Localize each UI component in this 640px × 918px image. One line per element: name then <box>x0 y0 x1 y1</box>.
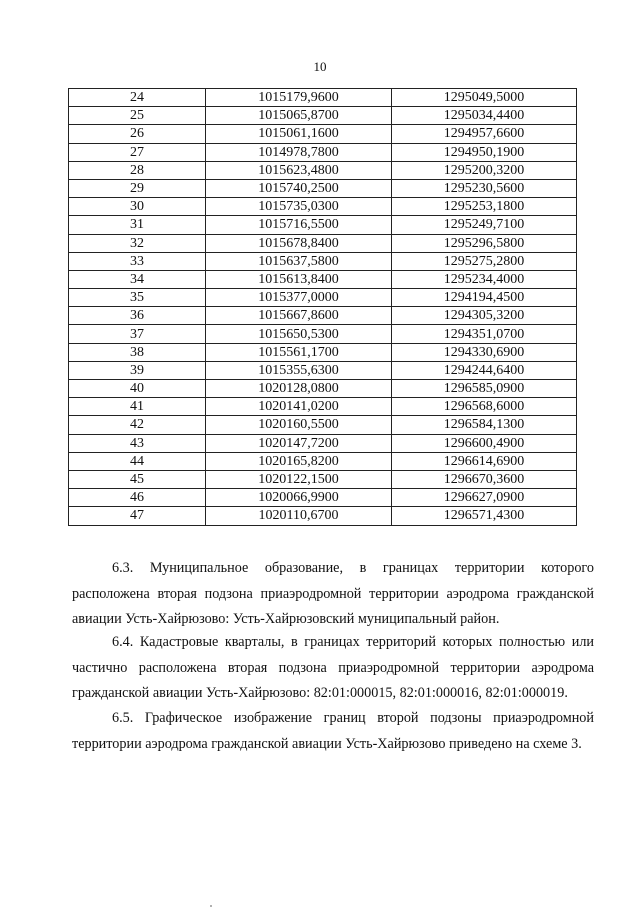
x-coordinate-cell: 1015740,2500 <box>206 179 392 197</box>
table-row <box>69 161 577 179</box>
paragraph-6-5: 6.5. Графическое изображение границ второй подзоны приаэродромной территории аэродрома гражданской авиации Усть-Хайрюзово приведено на схеме 3. <box>72 710 594 752</box>
table-row <box>69 198 577 216</box>
table-row <box>69 380 577 398</box>
table-row <box>69 361 577 379</box>
point-number-cell: 45 <box>69 470 206 488</box>
point-number-cell: 35 <box>69 289 206 307</box>
y-coordinate-cell: 1295049,5000 <box>392 89 577 107</box>
x-coordinate-cell: 1020110,6700 <box>206 507 392 525</box>
table-row <box>69 234 577 252</box>
point-number-cell: 47 <box>69 507 206 525</box>
point-number-cell: 36 <box>69 307 206 325</box>
x-coordinate-cell: 1015561,1700 <box>206 343 392 361</box>
point-number-cell: 28 <box>69 161 206 179</box>
point-number-cell: 43 <box>69 434 206 452</box>
table-row <box>69 107 577 125</box>
x-coordinate-cell: 1015613,8400 <box>206 270 392 288</box>
table-row <box>69 307 577 325</box>
x-coordinate-cell: 1015623,4800 <box>206 161 392 179</box>
point-number-cell: 34 <box>69 270 206 288</box>
y-coordinate-cell: 1295253,1800 <box>392 198 577 216</box>
table-row <box>69 270 577 288</box>
x-coordinate-cell: 1015735,0300 <box>206 198 392 216</box>
y-coordinate-cell: 1296571,4300 <box>392 507 577 525</box>
x-coordinate-cell: 1020147,7200 <box>206 434 392 452</box>
y-coordinate-cell: 1296670,3600 <box>392 470 577 488</box>
point-number-cell: 44 <box>69 452 206 470</box>
y-coordinate-cell: 1294330,6900 <box>392 343 577 361</box>
page-number: 10 <box>313 59 327 74</box>
point-number-cell: 25 <box>69 107 206 125</box>
y-coordinate-cell: 1295234,4000 <box>392 270 577 288</box>
table-row <box>69 470 577 488</box>
y-coordinate-cell: 1295034,4400 <box>392 107 577 125</box>
y-coordinate-cell: 1295230,5600 <box>392 179 577 197</box>
x-coordinate-cell: 1015065,8700 <box>206 107 392 125</box>
table-row <box>69 452 577 470</box>
table-row <box>69 325 577 343</box>
x-coordinate-cell: 1015061,1600 <box>206 125 392 143</box>
point-number-cell: 41 <box>69 398 206 416</box>
x-coordinate-cell: 1020165,8200 <box>206 452 392 470</box>
point-number-cell: 40 <box>69 380 206 398</box>
table-row <box>69 434 577 452</box>
y-coordinate-cell: 1295275,2800 <box>392 252 577 270</box>
x-coordinate-cell: 1020122,1500 <box>206 470 392 488</box>
x-coordinate-cell: 1015377,0000 <box>206 289 392 307</box>
point-number-cell: 37 <box>69 325 206 343</box>
point-number-cell: 31 <box>69 216 206 234</box>
x-coordinate-cell: 1014978,7800 <box>206 143 392 161</box>
point-number-cell: 42 <box>69 416 206 434</box>
y-coordinate-cell: 1294305,3200 <box>392 307 577 325</box>
x-coordinate-cell: 1015678,8400 <box>206 234 392 252</box>
table-row <box>69 343 577 361</box>
paragraph-6-4: 6.4. Кадастровые кварталы, в границах территорий которых полностью или частично расположена вторая подзона приаэродромной территории аэродрома гражданской авиации Усть-Хайрюзово: 82:01:000015, 82:01:000016, 82:01:000019. <box>72 634 594 701</box>
y-coordinate-cell: 1295200,3200 <box>392 161 577 179</box>
table-row <box>69 179 577 197</box>
x-coordinate-cell: 1015667,8600 <box>206 307 392 325</box>
table-row <box>69 89 577 107</box>
point-number-cell: 38 <box>69 343 206 361</box>
x-coordinate-cell: 1015650,5300 <box>206 325 392 343</box>
table-row <box>69 489 577 507</box>
x-coordinate-cell: 1020141,0200 <box>206 398 392 416</box>
y-coordinate-cell: 1294957,6600 <box>392 125 577 143</box>
x-coordinate-cell: 1015179,9600 <box>206 89 392 107</box>
point-number-cell: 24 <box>69 89 206 107</box>
table-row <box>69 125 577 143</box>
y-coordinate-cell: 1295249,7100 <box>392 216 577 234</box>
point-number-cell: 29 <box>69 179 206 197</box>
coordinates-table <box>68 88 577 526</box>
paragraph-6-3: 6.3. Муниципальное образование, в границах территории которого расположена вторая подзона приаэродромной территории аэродрома гражданской авиации Усть-Хайрюзово: Усть-Хайрюзовский муниципальный район. <box>72 560 594 627</box>
point-number-cell: 26 <box>69 125 206 143</box>
y-coordinate-cell: 1296600,4900 <box>392 434 577 452</box>
point-number-cell: 33 <box>69 252 206 270</box>
y-coordinate-cell: 1296627,0900 <box>392 489 577 507</box>
coordinates-table-body <box>69 89 577 526</box>
y-coordinate-cell: 1296568,6000 <box>392 398 577 416</box>
scan-speck <box>210 905 212 907</box>
table-row <box>69 416 577 434</box>
point-number-cell: 27 <box>69 143 206 161</box>
x-coordinate-cell: 1015716,5500 <box>206 216 392 234</box>
y-coordinate-cell: 1294351,0700 <box>392 325 577 343</box>
y-coordinate-cell: 1296584,1300 <box>392 416 577 434</box>
y-coordinate-cell: 1296585,0900 <box>392 380 577 398</box>
point-number-cell: 46 <box>69 489 206 507</box>
x-coordinate-cell: 1020160,5500 <box>206 416 392 434</box>
point-number-cell: 39 <box>69 361 206 379</box>
table-row <box>69 216 577 234</box>
x-coordinate-cell: 1015637,5800 <box>206 252 392 270</box>
y-coordinate-cell: 1294244,6400 <box>392 361 577 379</box>
table-row <box>69 507 577 525</box>
table-row <box>69 252 577 270</box>
point-number-cell: 30 <box>69 198 206 216</box>
y-coordinate-cell: 1294194,4500 <box>392 289 577 307</box>
x-coordinate-cell: 1020066,9900 <box>206 489 392 507</box>
y-coordinate-cell: 1295296,5800 <box>392 234 577 252</box>
x-coordinate-cell: 1020128,0800 <box>206 380 392 398</box>
table-row <box>69 398 577 416</box>
y-coordinate-cell: 1294950,1900 <box>392 143 577 161</box>
y-coordinate-cell: 1296614,6900 <box>392 452 577 470</box>
point-number-cell: 32 <box>69 234 206 252</box>
table-row <box>69 143 577 161</box>
table-row <box>69 289 577 307</box>
x-coordinate-cell: 1015355,6300 <box>206 361 392 379</box>
